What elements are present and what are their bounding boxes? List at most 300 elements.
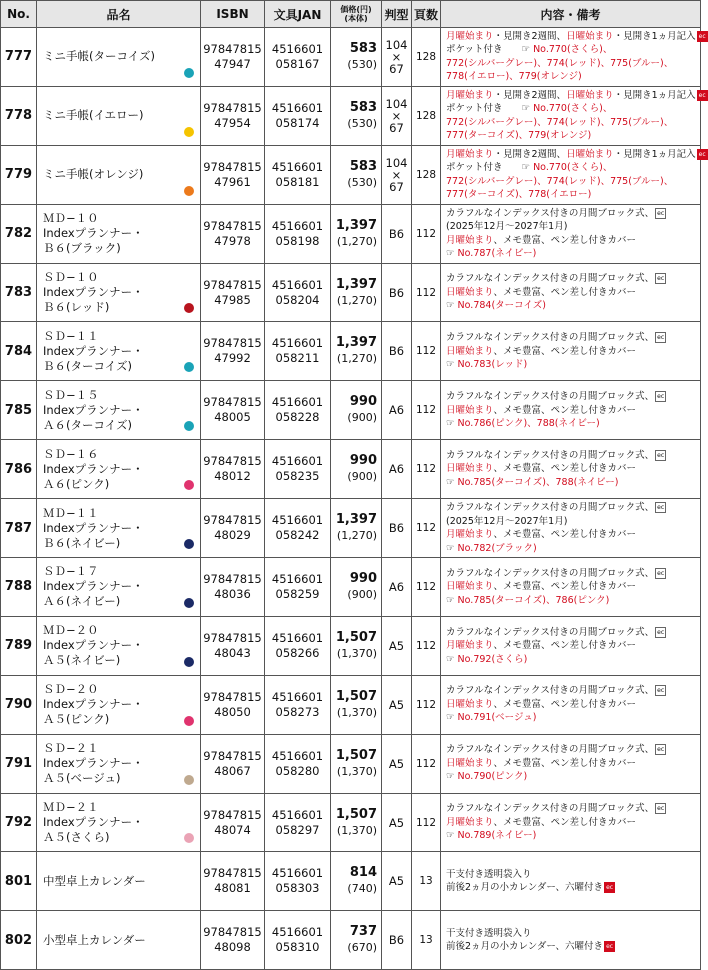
jan-cell	[265, 675, 331, 734]
jan-cell	[265, 204, 331, 263]
color-swatch-icon	[184, 775, 194, 785]
jan-cell	[265, 793, 331, 852]
jan-line-1: 4516601	[271, 277, 324, 292]
description-line	[446, 345, 700, 359]
price-without-tax: (1,370)	[336, 764, 377, 778]
table-row	[1, 381, 701, 440]
price-without-tax: (900)	[347, 587, 377, 601]
eco-mark-icon: ec	[606, 884, 614, 892]
item-name: ＭＤ−１１ Indexプランナー・ Ｂ６(ネイビー)	[37, 499, 201, 558]
description-text: ☞	[446, 653, 458, 665]
description-line	[446, 449, 700, 463]
description-text: 月曜始まり	[446, 529, 494, 541]
description-line	[446, 272, 700, 286]
price-with-tax: 1,397	[335, 335, 377, 351]
format-size: A5	[382, 793, 412, 852]
description-text: 日曜始まり	[446, 286, 494, 298]
description-line	[446, 286, 700, 300]
item-number: 802	[1, 911, 37, 970]
item-number: 786	[1, 440, 37, 499]
description-text: カラフルなインデックス付きの月間ブロック式、	[446, 332, 655, 344]
isbn-line-1: 97847815	[203, 395, 262, 410]
description-text: ☞	[446, 542, 458, 554]
price-cell	[331, 499, 382, 558]
format-size: A6	[382, 440, 412, 499]
description-line	[446, 684, 700, 698]
description-line	[446, 358, 700, 372]
price-with-tax: 1,507	[335, 688, 377, 704]
jan-line-1: 4516601	[271, 925, 324, 940]
header-row	[1, 1, 701, 28]
eco-mark-icon: ec	[657, 746, 665, 754]
color-swatch-icon	[184, 539, 194, 549]
price-cell	[331, 793, 382, 852]
jan-line-2: 058280	[275, 763, 320, 778]
jan-line-1: 4516601	[271, 748, 324, 763]
jan-line-2: 058310	[275, 940, 320, 955]
description-line	[446, 57, 700, 71]
table-row	[1, 675, 701, 734]
price-cell	[331, 675, 382, 734]
description-line	[446, 116, 700, 130]
description-text: No.770(さくら)、	[533, 103, 613, 115]
page-count: 13	[412, 911, 441, 970]
jan-line-2: 058167	[275, 56, 320, 71]
price-without-tax: (1,270)	[336, 529, 377, 543]
jan-cell	[265, 499, 331, 558]
isbn-cell	[201, 381, 265, 440]
item-name: ＳＤ−１５ Indexプランナー・ Ａ６(ターコイズ)	[37, 381, 201, 440]
eco-mark-icon: ec	[657, 569, 665, 577]
eco-mark-icon: ec	[657, 628, 665, 636]
description-text: 月曜始まり	[446, 148, 494, 160]
page-count: 112	[412, 793, 441, 852]
isbn-line-2: 48050	[214, 704, 251, 719]
description-cell	[441, 322, 701, 381]
description-text: 日曜始まり	[566, 89, 614, 101]
description-text: カラフルなインデックス付きの月間ブロック式、	[446, 391, 655, 403]
item-number: 784	[1, 322, 37, 381]
header-desc: 内容・備考	[441, 1, 701, 28]
price-cell	[331, 28, 382, 87]
eco-mark-icon: ec	[657, 209, 665, 217]
description-text: 月曜始まり	[446, 89, 494, 101]
isbn-line-1: 97847815	[203, 630, 262, 645]
format-size: A5	[382, 852, 412, 911]
description-line	[446, 580, 700, 594]
description-text: カラフルなインデックス付きの月間ブロック式、	[446, 567, 655, 579]
description-text: ☞	[446, 300, 458, 312]
table-row	[1, 734, 701, 793]
format-size: A6	[382, 558, 412, 617]
price-with-tax: 990	[349, 453, 377, 469]
description-text: 、メモ豊富、ペン差し付きカバー	[493, 234, 637, 246]
description-text: (2025年12月〜2027年1月)	[446, 221, 568, 233]
description-text: 前後2ヵ月の小カレンダー、六曜付き	[446, 941, 604, 953]
description-text: 日曜始まり	[446, 698, 494, 710]
isbn-line-1: 97847815	[203, 925, 262, 940]
table-body	[1, 28, 706, 970]
jan-line-2: 058181	[275, 174, 320, 189]
table-row	[1, 793, 701, 852]
price-cell	[331, 145, 382, 204]
jan-cell	[265, 28, 331, 87]
table-row	[1, 145, 701, 204]
description-text: 月曜始まり	[446, 816, 494, 828]
isbn-line-2: 47992	[214, 351, 251, 366]
header-no: No.	[1, 1, 37, 28]
jan-line-2: 058235	[275, 469, 320, 484]
isbn-cell	[201, 86, 265, 145]
item-name: ミニ手帳(イエロー)	[37, 86, 201, 145]
description-line	[446, 148, 706, 162]
page-count: 112	[412, 322, 441, 381]
isbn-line-2: 47947	[214, 56, 251, 71]
jan-line-1: 4516601	[271, 41, 324, 56]
isbn-line-2: 48081	[214, 881, 251, 896]
description-cell	[441, 86, 706, 145]
description-line	[446, 639, 700, 653]
color-swatch-icon	[184, 362, 194, 372]
description-text: No.791(ベージュ)	[457, 712, 537, 724]
price-cell	[331, 558, 382, 617]
isbn-cell	[201, 616, 265, 675]
format-size: A5	[382, 675, 412, 734]
description-cell	[441, 204, 701, 263]
format-size: 104 × 67	[382, 145, 412, 204]
jan-line-2: 058204	[275, 292, 320, 307]
jan-line-1: 4516601	[271, 218, 324, 233]
page-count: 128	[412, 145, 441, 204]
description-line	[446, 653, 700, 667]
item-number: 788	[1, 558, 37, 617]
table-row	[1, 204, 701, 263]
description-line	[446, 476, 700, 490]
description-line	[446, 404, 700, 418]
item-name: ＳＤ−１６ Indexプランナー・ Ａ６(ピンク)	[37, 440, 201, 499]
format-size: 104 × 67	[382, 86, 412, 145]
header-jan: 文具JAN	[265, 1, 331, 28]
item-number: 785	[1, 381, 37, 440]
isbn-line-1: 97847815	[203, 571, 262, 586]
jan-line-1: 4516601	[271, 807, 324, 822]
price-cell	[331, 911, 382, 970]
jan-cell	[265, 734, 331, 793]
price-with-tax: 583	[349, 158, 377, 174]
header-price-label	[331, 5, 381, 23]
item-name: ＭＤ−２１ Indexプランナー・ Ａ５(さくら)	[37, 793, 201, 852]
price-with-tax: 990	[349, 570, 377, 586]
description-text: 777(ターコイズ)、779(オレンジ)	[446, 130, 592, 142]
description-text: ポケット付き ☞	[446, 103, 534, 115]
isbn-line-1: 97847815	[203, 689, 262, 704]
price-without-tax: (1,370)	[336, 705, 377, 719]
description-text: ☞	[446, 771, 458, 783]
isbn-cell	[201, 793, 265, 852]
item-number: 787	[1, 499, 37, 558]
isbn-line-1: 97847815	[203, 100, 262, 115]
isbn-line-2: 48029	[214, 528, 251, 543]
jan-cell	[265, 145, 331, 204]
format-size: B6	[382, 263, 412, 322]
item-number: 782	[1, 204, 37, 263]
description-text: 日曜始まり	[566, 30, 614, 42]
description-line	[446, 417, 700, 431]
header-size: 判型	[382, 1, 412, 28]
table-row	[1, 499, 701, 558]
isbn-line-1: 97847815	[203, 513, 262, 528]
description-text: 干支付き透明袋入り	[446, 868, 532, 880]
description-line	[446, 501, 700, 515]
jan-line-2: 058228	[275, 410, 320, 425]
isbn-line-2: 47961	[214, 174, 251, 189]
price-cell	[331, 263, 382, 322]
page-count: 112	[412, 204, 441, 263]
description-text: ☞	[446, 712, 458, 724]
description-text: カラフルなインデックス付きの月間ブロック式、	[446, 207, 655, 219]
description-text: カラフルなインデックス付きの月間ブロック式、	[446, 744, 655, 756]
description-line	[446, 129, 700, 143]
description-text: 772(シルバーグレー)、774(レッド)、775(ブルー)、	[446, 175, 674, 187]
table-row	[1, 616, 701, 675]
item-number: 789	[1, 616, 37, 675]
description-text: No.792(さくら)	[457, 653, 528, 665]
eco-mark-icon: ec	[657, 805, 665, 813]
item-number: 801	[1, 852, 37, 911]
price-without-tax: (1,370)	[336, 646, 377, 660]
isbn-line-2: 48098	[214, 940, 251, 955]
eco-mark-icon: ec	[657, 393, 665, 401]
description-text: 干支付き透明袋入り	[446, 927, 532, 939]
description-line	[446, 816, 700, 830]
description-text: ☞	[446, 248, 458, 260]
description-line	[446, 881, 700, 895]
description-text: No.782(ブラック)	[457, 542, 537, 554]
price-with-tax: 990	[349, 394, 377, 410]
description-text: 月曜始まり	[446, 30, 494, 42]
jan-line-2: 058211	[275, 351, 320, 366]
isbn-line-1: 97847815	[203, 336, 262, 351]
description-text: 前後2ヵ月の小カレンダー、六曜付き	[446, 882, 604, 894]
jan-line-2: 058174	[275, 115, 320, 130]
item-name: ＳＤ−２０ Indexプランナー・ Ａ５(ピンク)	[37, 675, 201, 734]
price-without-tax: (900)	[347, 470, 377, 484]
description-text: ・見開き2週間、	[493, 89, 567, 101]
description-line	[446, 462, 700, 476]
description-line	[446, 188, 700, 202]
item-name: 中型卓上カレンダー	[37, 852, 201, 911]
description-text: 、メモ豊富、ペン差し付きカバー	[493, 463, 637, 475]
price-with-tax: 583	[349, 99, 377, 115]
jan-line-2: 058273	[275, 704, 320, 719]
item-number: 777	[1, 28, 37, 87]
price-without-tax: (1,270)	[336, 352, 377, 366]
description-text: ☞	[446, 830, 458, 842]
isbn-cell	[201, 734, 265, 793]
isbn-cell	[201, 322, 265, 381]
item-name: ミニ手帳(ターコイズ)	[37, 28, 201, 87]
table-row	[1, 558, 701, 617]
isbn-line-1: 97847815	[203, 41, 262, 56]
description-line	[446, 528, 700, 542]
price-cell	[331, 852, 382, 911]
item-name: ＭＤ−１０ Indexプランナー・ Ｂ６(ブラック)	[37, 204, 201, 263]
description-line	[446, 829, 700, 843]
isbn-cell	[201, 911, 265, 970]
description-line	[446, 43, 700, 57]
isbn-line-1: 97847815	[203, 866, 262, 881]
description-text: カラフルなインデックス付きの月間ブロック式、	[446, 273, 655, 285]
description-text: ・見開き1ヵ月記入	[613, 30, 696, 42]
jan-cell	[265, 86, 331, 145]
jan-line-1: 4516601	[271, 689, 324, 704]
jan-line-1: 4516601	[271, 866, 324, 881]
isbn-line-2: 47954	[214, 115, 251, 130]
description-text: No.785(ターコイズ)、788(ネイビー)	[457, 476, 619, 488]
isbn-line-2: 48005	[214, 410, 251, 425]
isbn-line-2: 48043	[214, 645, 251, 660]
jan-cell	[265, 616, 331, 675]
description-cell	[441, 558, 701, 617]
description-line	[446, 757, 700, 771]
description-text: ・見開き2週間、	[493, 148, 567, 160]
price-with-tax: 583	[349, 40, 377, 56]
price-cell	[331, 616, 382, 675]
isbn-line-1: 97847815	[203, 807, 262, 822]
description-cell	[441, 381, 701, 440]
isbn-line-1: 97847815	[203, 277, 262, 292]
color-swatch-icon	[184, 833, 194, 843]
format-size: B6	[382, 911, 412, 970]
description-cell	[441, 734, 701, 793]
page-count: 112	[412, 381, 441, 440]
page-count: 112	[412, 558, 441, 617]
description-text: ☞	[446, 359, 458, 371]
jan-line-2: 058198	[275, 233, 320, 248]
price-without-tax: (1,370)	[336, 823, 377, 837]
price-with-tax: 1,397	[335, 512, 377, 528]
description-line	[446, 567, 700, 581]
description-text: ・見開き2週間、	[493, 30, 567, 42]
color-swatch-icon	[184, 657, 194, 667]
description-text: カラフルなインデックス付きの月間ブロック式、	[446, 502, 655, 514]
description-text: 日曜始まり	[446, 463, 494, 475]
isbn-cell	[201, 675, 265, 734]
description-line	[446, 102, 700, 116]
description-line	[446, 207, 700, 221]
isbn-cell	[201, 499, 265, 558]
description-text: ☞	[446, 594, 458, 606]
jan-line-1: 4516601	[271, 571, 324, 586]
isbn-line-2: 48012	[214, 469, 251, 484]
description-line	[446, 234, 700, 248]
description-text: No.784(ターコイズ)	[457, 300, 546, 312]
format-size: A5	[382, 616, 412, 675]
jan-cell	[265, 322, 331, 381]
item-name: ミニ手帳(オレンジ)	[37, 145, 201, 204]
isbn-line-2: 48067	[214, 763, 251, 778]
description-text: No.770(さくら)、	[533, 44, 613, 56]
description-line	[446, 542, 700, 556]
item-number: 779	[1, 145, 37, 204]
description-cell	[441, 852, 701, 911]
description-line	[446, 626, 700, 640]
item-name: ＳＤ−１０ Indexプランナー・ Ｂ６(レッド)	[37, 263, 201, 322]
description-text: No.770(さくら)、	[533, 162, 613, 174]
description-text: 772(シルバーグレー)、774(レッド)、775(ブルー)、	[446, 116, 674, 128]
format-size: 104 × 67	[382, 28, 412, 87]
isbn-cell	[201, 263, 265, 322]
jan-line-1: 4516601	[271, 159, 324, 174]
description-text: 772(シルバーグレー)、774(レッド)、775(ブルー)、	[446, 57, 674, 69]
isbn-cell	[201, 440, 265, 499]
eco-mark-icon: ec	[698, 150, 706, 158]
isbn-line-1: 97847815	[203, 159, 262, 174]
header-name: 品名	[37, 1, 201, 28]
price-with-tax: 737	[349, 924, 377, 940]
jan-line-2: 058266	[275, 645, 320, 660]
description-line	[446, 515, 700, 529]
header-price	[331, 1, 382, 28]
header-price-line: 価格(円)	[340, 5, 372, 14]
description-text: No.790(ピンク)	[457, 771, 528, 783]
description-text: 、メモ豊富、ペン差し付きカバー	[493, 757, 637, 769]
description-line	[446, 331, 700, 345]
description-text: 、メモ豊富、ペン差し付きカバー	[493, 640, 637, 652]
item-number: 792	[1, 793, 37, 852]
color-swatch-icon	[184, 716, 194, 726]
description-cell	[441, 28, 706, 87]
price-cell	[331, 204, 382, 263]
price-with-tax: 1,507	[335, 629, 377, 645]
isbn-line-1: 97847815	[203, 454, 262, 469]
item-number: 778	[1, 86, 37, 145]
jan-line-2: 058303	[275, 881, 320, 896]
color-swatch-icon	[184, 421, 194, 431]
eco-mark-icon: ec	[657, 504, 665, 512]
item-number: 790	[1, 675, 37, 734]
format-size: A5	[382, 734, 412, 793]
item-number: 783	[1, 263, 37, 322]
jan-line-2: 058297	[275, 822, 320, 837]
price-without-tax: (530)	[347, 116, 377, 130]
description-line	[446, 802, 700, 816]
description-text: 月曜始まり	[446, 640, 494, 652]
eco-mark-icon: ec	[698, 91, 706, 99]
isbn-line-2: 48036	[214, 586, 251, 601]
description-line	[446, 70, 700, 84]
price-with-tax: 1,507	[335, 806, 377, 822]
eco-mark-icon: ec	[657, 275, 665, 283]
item-number: 791	[1, 734, 37, 793]
description-text: 日曜始まり	[446, 581, 494, 593]
description-text: カラフルなインデックス付きの月間ブロック式、	[446, 449, 655, 461]
color-swatch-icon	[184, 480, 194, 490]
description-text: 日曜始まり	[446, 757, 494, 769]
jan-cell	[265, 558, 331, 617]
price-cell	[331, 86, 382, 145]
jan-cell	[265, 263, 331, 322]
description-text: 日曜始まり	[446, 404, 494, 416]
item-name: ＳＤ−２１ Indexプランナー・ Ａ５(ベージュ)	[37, 734, 201, 793]
description-text: No.786(ピンク)、788(ネイビー)	[457, 418, 600, 430]
description-line	[446, 247, 700, 261]
description-text: ポケット付き ☞	[446, 44, 534, 56]
description-text: No.783(レッド)	[457, 359, 528, 371]
eco-mark-icon: ec	[657, 334, 665, 342]
eco-mark-icon: ec	[657, 687, 665, 695]
jan-line-1: 4516601	[271, 630, 324, 645]
